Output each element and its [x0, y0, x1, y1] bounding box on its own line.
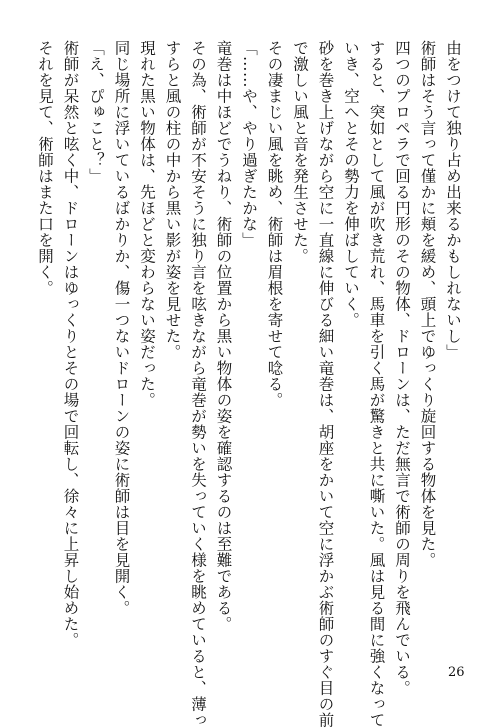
text-line: すらと風の柱の中から黒い影が姿を見せた。	[163, 40, 182, 360]
text-line: すると、突如として風が吹き荒れ、馬車を引く馬が驚きと共に嘶いた。風は見る間に強くなって	[367, 40, 386, 728]
text-line: その凄まじい風を眺め、術師は眉根を寄せて唸る。	[265, 40, 284, 408]
text-line: 術師はそう言って僅かに頬を緩め、頭上でゆっくり旋回する物体を見た。	[418, 40, 437, 568]
text-line: 砂を巻き上げながら空に一直線に伸びる細い竜巻は、胡座をかいて空に浮かぶ術師のすぐ目の前	[316, 40, 335, 728]
text-line: 「……や、やり過ぎたかな」	[240, 40, 258, 248]
text-line: 現れた黒い物体は、先ほどと変わらない姿だった。	[138, 40, 156, 408]
text-line: それを見て、術師はまた口を開く。	[36, 40, 54, 296]
text-line: 「え、ぴゅこと？」	[87, 40, 105, 184]
page-number: 26	[448, 665, 465, 680]
text-line: 竜巻は中ほどでうねり、術師の位置から黒い物体の姿を確認するのは至難である。	[214, 40, 233, 632]
text-line: 術師が呆然と呟く中、ドローンはゆっくりとその場で回転し、徐々に上昇し始めた。	[61, 40, 80, 648]
text-line: 由をつけて独り占め出来るかもしれないし」	[444, 40, 462, 360]
text-line: いき、空へとその勢力を伸ばしていく。	[342, 40, 360, 328]
text-line: その為、術師が不安そうに独り言を呟きながら竜巻が勢いを失っていく様を眺めていると、薄っ	[189, 40, 207, 728]
text-line: 同じ場所に浮いているばかりか、傷一つないドローンの姿に術師は目を見開く。	[112, 40, 131, 616]
text-line: 四つのプロペラで回る円形のその物体、ドローンは、ただ無言で術師の周りを飛んでいる。	[393, 40, 411, 696]
text-line: で激しい風と音を発生させた。	[291, 40, 309, 264]
